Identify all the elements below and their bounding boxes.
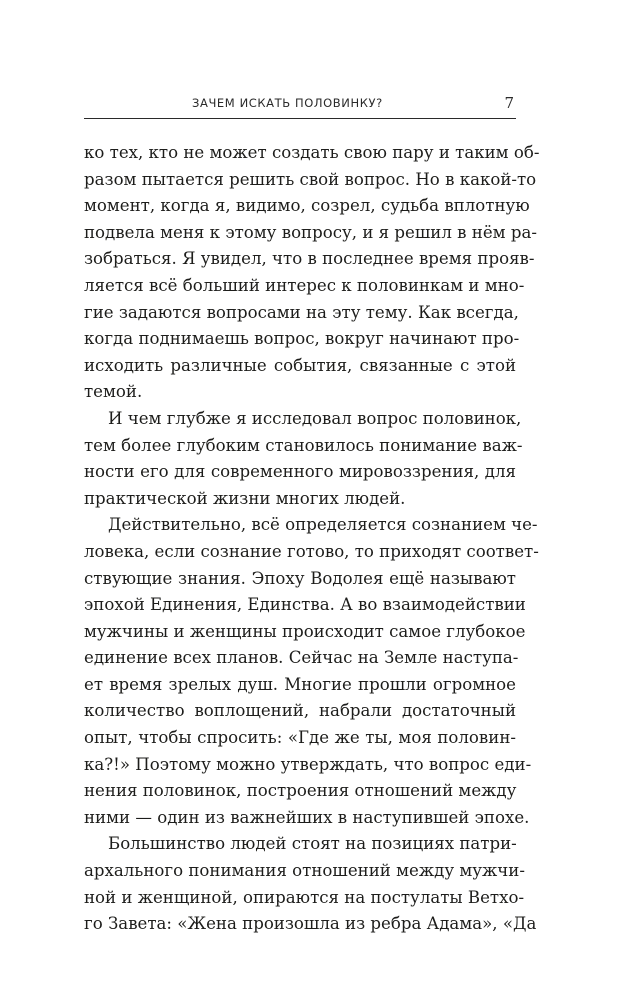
text-line: ловека, если сознание готово, то приходят соответ- <box>84 541 539 561</box>
text-line: ет время зрелых душ. Многие прошли огромное <box>84 674 516 694</box>
running-title: ЗАЧЕМ ИСКАТЬ ПОЛОВИНКУ? <box>192 96 383 110</box>
text-line: ляется всё больший интерес к половинкам и мно- <box>84 275 525 295</box>
text-line: единение всех планов. Сейчас на Земле наступа- <box>84 648 519 668</box>
text-line: когда поднимаешь вопрос, вокруг начинают про- <box>84 329 520 349</box>
text-line: ка?!» Поэтому можно утверждать, что вопрос еди- <box>84 754 532 774</box>
text-line: подвела меня к этому вопросу, и я решил в нём ра- <box>84 222 537 242</box>
body-text <box>84 140 540 938</box>
text-line: гие задаются вопросами на эту тему. Как всегда, <box>84 302 519 322</box>
text-line: темой. <box>84 382 143 402</box>
text-line: ними — один из важнейших в наступившей эпохе. <box>84 807 530 827</box>
text-line: нения половинок, построения отношений между <box>84 781 517 801</box>
text-line: мужчины и женщины происходит самое глубокое <box>84 621 526 641</box>
running-header <box>84 94 516 119</box>
text-line: зобраться. Я увидел, что в последнее время прояв- <box>84 249 535 269</box>
text-line: момент, когда я, видимо, созрел, судьба вплотную <box>84 196 530 216</box>
text-line: ствующие знания. Эпоху Водолея ещё называют <box>84 568 516 588</box>
text-line: исходить различные события, связанные с этой <box>84 355 516 375</box>
paragraph-first-line: И чем глубже я исследовал вопрос половинок, <box>108 408 522 428</box>
text-line: ной и женщиной, опираются на постулаты Ветхо- <box>84 887 525 907</box>
text-line: ности его для современного мировоззрения, для <box>84 462 516 482</box>
text-line: ко тех, кто не может создать свою пару и таким об- <box>84 143 540 162</box>
text-line: практической жизни многих людей. <box>84 488 406 508</box>
text-line: го Завета: «Жена произошла из ребра Адама», «Да <box>84 914 537 934</box>
text-line: тем более глубоким становилось понимание важ- <box>84 435 523 455</box>
text-line: разом пытается решить свой вопрос. Но в какой-то <box>84 169 537 189</box>
paragraph-first-line: Действительно, всё определяется сознанием че- <box>108 515 538 535</box>
text-line: эпохой Единения, Единства. А во взаимодействии <box>84 595 526 615</box>
text-line: количество воплощений, набрали достаточный <box>84 701 516 721</box>
text-line: опыт, чтобы спросить: «Где же ты, моя половин- <box>84 728 516 748</box>
paragraph-first-line: Большинство людей стоят на позициях патри- <box>108 834 517 854</box>
text-line: архального понимания отношений между мужчи- <box>84 861 525 881</box>
page-number: 7 <box>504 94 514 112</box>
